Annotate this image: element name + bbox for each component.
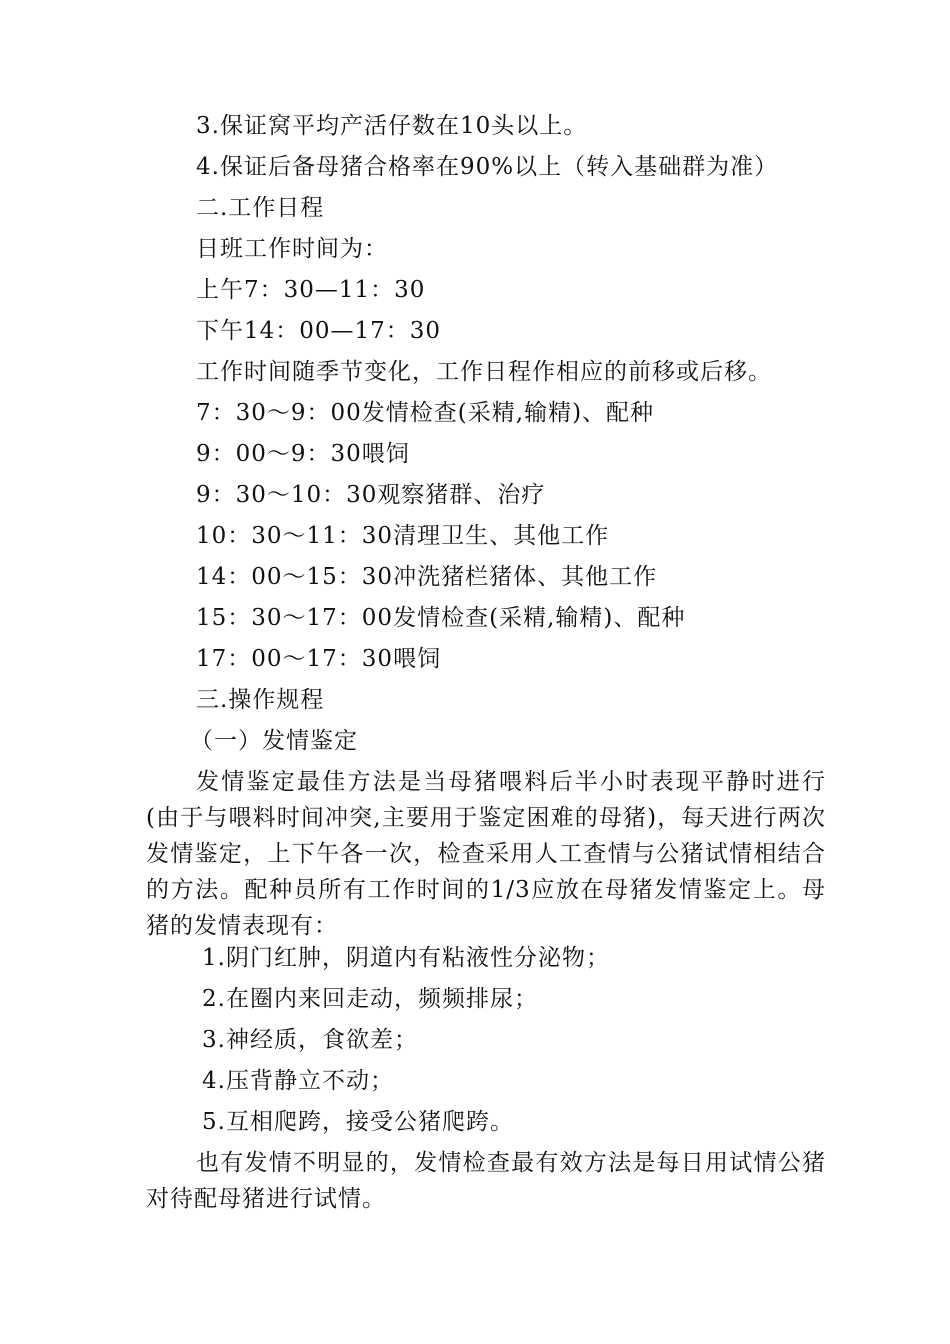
estrus-sign-item: 3.神经质，食欲差； (202, 1027, 418, 1053)
estrus-sign-item: 5.互相爬跨，接受公猪爬跨。 (202, 1109, 514, 1135)
schedule-item: 14：00～15：30冲洗猪栏猪体、其他工作 (196, 564, 658, 590)
schedule-intro: 日班工作时间为： (196, 236, 388, 262)
subsection-heading-estrus: （一）发情鉴定 (190, 728, 358, 754)
schedule-item: 7：30～9：00发情检查(采精,输精)、配种 (196, 400, 655, 426)
schedule-item: 9：00～9：30喂饲 (196, 441, 410, 467)
section-heading-procedures: 三.操作规程 (196, 687, 325, 713)
goal-line-4: 4.保证后备母猪合格率在90%以上（转入基础群为准） (196, 154, 779, 180)
schedule-item: 10：30～11：30清理卫生、其他工作 (196, 523, 610, 549)
schedule-item: 9：30～10：30观察猪群、治疗 (196, 482, 546, 508)
estrus-paragraph: 发情鉴定最佳方法是当母猪喂料后半小时表现平静时进行(由于与喂料时间冲突,主要用于鉴定困难的母猪)，每天进行两次发情鉴定，上下午各一次，检查采用人工查情与公猪试情相结合的方法。配种员所有工作时间的1/3应放在母猪发情鉴定上。母猪的发情表现有： (146, 769, 826, 939)
goal-line-3: 3.保证窝平均产活仔数在10头以上。 (196, 113, 588, 139)
schedule-item: 17：00～17：30喂饲 (196, 646, 442, 672)
season-note: 工作时间随季节变化，工作日程作相应的前移或后移。 (196, 359, 772, 385)
estrus-sign-item: 2.在圈内来回走动，频频排尿； (202, 986, 538, 1012)
estrus-sign-item: 1.阴门红肿，阴道内有粘液性分泌物； (202, 945, 610, 971)
afternoon-hours: 下午14：00—17：30 (196, 318, 442, 344)
estrus-sign-item: 4.压背静立不动； (202, 1068, 394, 1094)
section-heading-schedule: 二.工作日程 (196, 195, 325, 221)
closing-paragraph: 也有发情不明显的，发情检查最有效方法是每日用试情公猪对待配母猪进行试情。 (146, 1150, 826, 1212)
schedule-item: 15：30～17：00发情检查(采精,输精)、配种 (196, 605, 686, 631)
morning-hours: 上午7：30—11：30 (196, 277, 426, 303)
